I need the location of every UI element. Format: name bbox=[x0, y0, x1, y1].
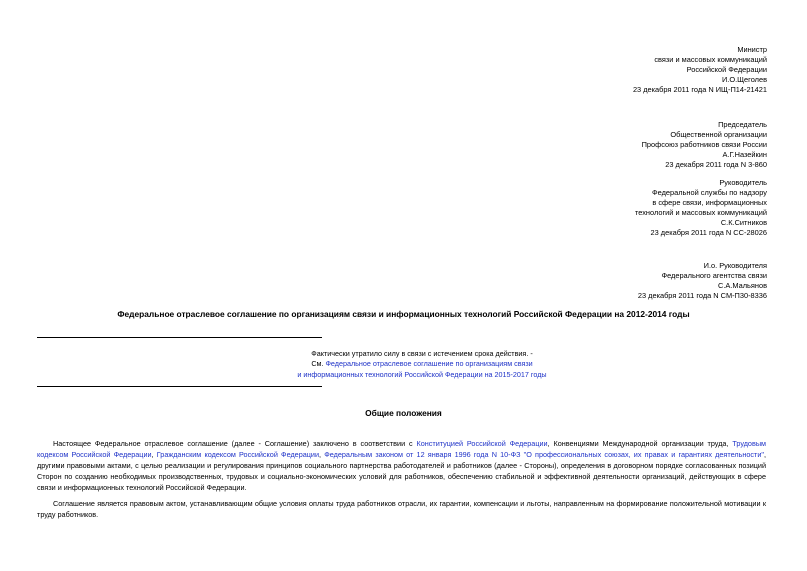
approval-block-union bbox=[642, 120, 767, 170]
approval-line: связи и массовых коммуникаций bbox=[654, 55, 767, 65]
notice-line: Фактически утратило силу в связи с истечением срока действия. - bbox=[311, 349, 533, 358]
constitution-link[interactable]: Конституцией Российской Федерации bbox=[416, 439, 548, 448]
section-heading: Общие положения bbox=[365, 408, 442, 418]
approval-line: технологий и массовых коммуникаций bbox=[634, 208, 767, 218]
paragraph-text: , bbox=[319, 450, 325, 460]
approval-line: Федерального агентства связи bbox=[661, 271, 767, 281]
approval-line: 23 декабря 2011 года N СС-28026 bbox=[650, 228, 767, 238]
approval-line: И.о. Руководителя bbox=[703, 261, 767, 270]
approval-line: И.О.Щеголев bbox=[721, 75, 767, 85]
approval-line: Профсоюз работников связи России bbox=[641, 140, 767, 150]
approval-block-roskomnadzor bbox=[635, 178, 767, 239]
approval-line: Министр bbox=[737, 45, 767, 54]
approval-line: С.А.Мальянов bbox=[717, 281, 767, 291]
status-notice bbox=[37, 349, 807, 380]
replacement-agreement-link[interactable]: Федеральное отраслевое соглашение по организациям связи bbox=[325, 359, 533, 369]
paragraph-text: , bbox=[151, 450, 157, 460]
divider-line bbox=[37, 337, 322, 338]
paragraph-text: Настоящее Федеральное отраслевое соглашение (далее - Соглашение) заключено в соответствии с bbox=[53, 439, 417, 448]
paragraph-text: , другими правовыми актами, с целью реализации и регулирования принципов социального партнерства работодателей и работников (далее - Стороны), определения в договорном порядке согласованных позиций Сторон по созданию необходимых производственных, трудовых и социально-экономических условий для работников, обеспечению стабильной и эффективной деятельности организаций, действующих в сфере связи и информационных технологий Российской Федерации. bbox=[37, 450, 767, 493]
approval-line: 23 декабря 2011 года N 3-860 bbox=[665, 160, 767, 170]
labor-code-link[interactable]: Трудовым кодексом Российской Федерации bbox=[37, 439, 767, 460]
civil-code-link[interactable]: Гражданским кодексом Российской Федерации bbox=[156, 450, 320, 460]
approval-line: Федеральной службы по надзору bbox=[652, 188, 767, 198]
notice-see-prefix: См. bbox=[311, 359, 326, 369]
trade-unions-law-link[interactable]: Федеральным законом от 12 января 1996 года N 10-ФЗ "О профессиональных союзах, их правах и гарантиях деятельности" bbox=[324, 450, 764, 460]
approval-line: Руководитель bbox=[719, 178, 767, 187]
paragraph-general-provisions-2: Соглашение является правовым актом, устанавливающим общие условия оплаты труда работников отрасли, их гарантии, компенсации и льготы, направленным на формирование положительной мотивации к труду работников. bbox=[37, 499, 766, 520]
document-title: Федеральное отраслевое соглашение по организациям связи и информационных технологий Российской Федерации на 2012-2014 годы bbox=[117, 309, 690, 319]
approval-block-minister bbox=[633, 45, 767, 95]
approval-block-rossvyaz bbox=[638, 261, 767, 301]
approval-line: Общественной организации bbox=[670, 130, 767, 140]
approval-line: 23 декабря 2011 года N СМ-П30-8336 bbox=[637, 291, 767, 301]
paragraph-general-provisions-1 bbox=[37, 438, 766, 493]
approval-line: Председатель bbox=[718, 120, 767, 129]
approval-line: в сфере связи, информационных bbox=[652, 198, 767, 208]
approval-line: С.К.Ситников bbox=[720, 218, 767, 228]
replacement-agreement-link-continued[interactable]: и информационных технологий Российской Федерации на 2015-2017 годы bbox=[297, 369, 547, 379]
approval-line: А.Г.Назейкин bbox=[722, 150, 767, 160]
notice-see-line bbox=[37, 359, 807, 369]
paragraph-text: , Конвенциями Международной организации труда, bbox=[547, 439, 733, 448]
divider-line bbox=[37, 386, 322, 387]
approval-line: Российской Федерации bbox=[686, 65, 767, 75]
approval-line: 23 декабря 2011 года N ИЩ-П14-21421 bbox=[632, 85, 767, 95]
